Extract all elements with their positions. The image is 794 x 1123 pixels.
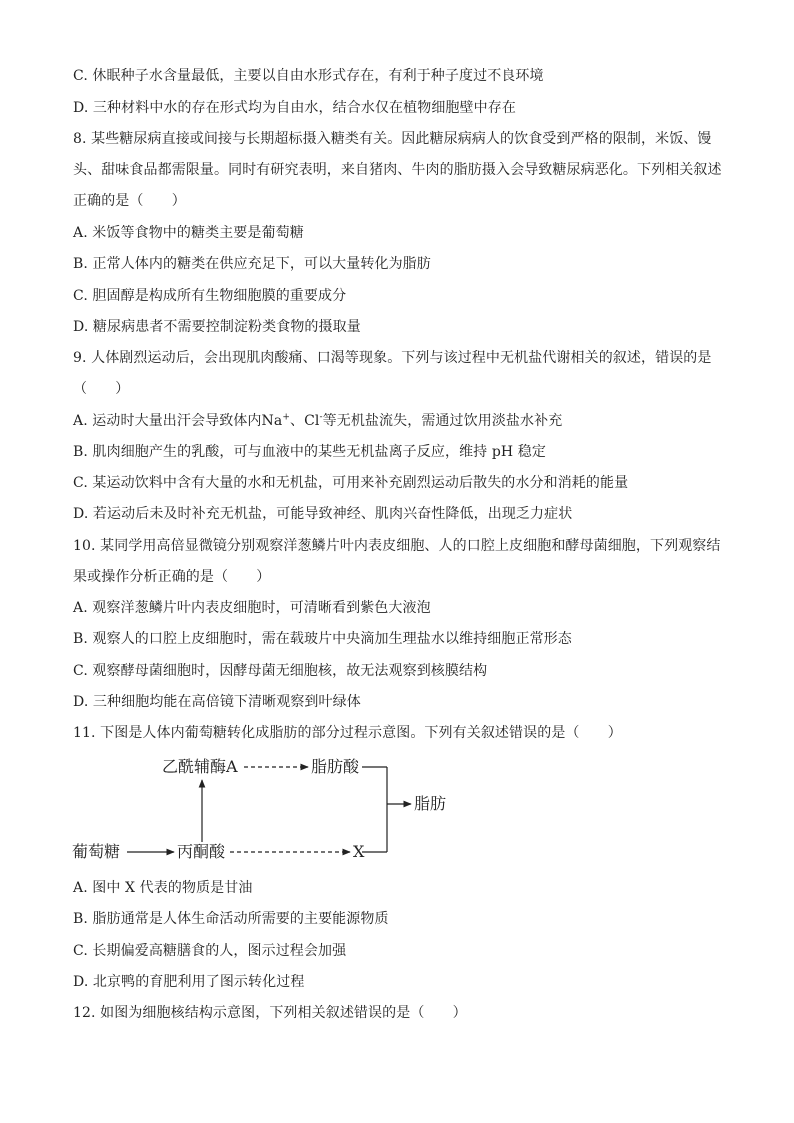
label-acetyl-coa: 乙酰辅酶A [162,757,238,776]
diagram-arrows [70,752,460,868]
label-fatty-acid: 脂肪酸 [311,757,360,776]
label-pyruvate: 丙酮酸 [177,842,226,861]
option-8d: D. 糖尿病患者不需要控制淀粉类食物的摄取量 [73,319,361,335]
sodium-charge: + [282,412,290,423]
question-9-line-2: （ ） [73,381,130,397]
question-12: 12. 如图为细胞核结构示意图，下列相关叙述错误的是（ ） [73,1005,467,1021]
option-9d: D. 若运动后未及时补充无机盐，可能导致神经、肌肉兴奋性降低，出现乏力症状 [73,506,573,522]
option-11c: C. 长期偏爱高糖膳食的人，图示过程会加强 [73,943,347,959]
option-9c: C. 某运动饮料中含有大量的水和无机盐，可用来补充剧烈运动后散失的水分和消耗的能量 [73,475,629,491]
option-10c: C. 观察酵母菌细胞时，因酵母菌无细胞核，故无法观察到核膜结构 [73,663,488,679]
option-8b: B. 正常人体内的糖类在供应充足下，可以大量转化为脂肪 [73,256,431,272]
option-11a: A. 图中 X 代表的物质是甘油 [73,880,253,896]
option-9b: B. 肌肉细胞产生的乳酸，可与血液中的某些无机盐离子反应，维持 pH 稳定 [73,444,546,460]
option-7c: C. 休眠种子水含量最低，主要以自由水形式存在，有利于种子度过不良环境 [73,68,544,84]
option-9a-pre: A. 运动时大量出汗会导致体内Na [73,413,283,429]
chloride-charge: - [319,412,323,423]
option-11b: B. 脂肪通常是人体生命活动所需要的主要能源物质 [73,911,389,927]
question-10-line-1: 10. 某同学用高倍显微镜分别观察洋葱鳞片叶内表皮细胞、人的口腔上皮细胞和酵母菌细胞，下列观察结 [73,538,721,554]
question-9-line-1: 9. 人体剧烈运动后，会出现肌肉酸痛、口渴等现象。下列与该过程中无机盐代谢相关的叙述，错误的是 [73,350,712,366]
label-fat: 脂肪 [414,794,447,813]
question-8-line-3: 正确的是（ ） [73,193,186,209]
option-9a-post: 等无机盐流失，需通过饮用淡盐水补充 [322,413,563,429]
option-8a: A. 米饭等食物中的糖类主要是葡萄糖 [73,225,304,241]
label-glucose: 葡萄糖 [72,842,121,861]
option-7d: D. 三种材料中水的存在形式均为自由水，结合水仅在植物细胞壁中存在 [73,100,516,116]
label-x: X [353,842,365,861]
question-11: 11. 下图是人体内葡萄糖转化成脂肪的部分过程示意图。下列有关叙述错误的是（ ） [73,725,622,741]
option-11d: D. 北京鸭的育肥利用了图示转化过程 [73,974,305,990]
option-10a: A. 观察洋葱鳞片叶内表皮细胞时，可清晰看到紫色大液泡 [73,600,431,616]
option-10d: D. 三种细胞均能在高倍镜下清晰观察到叶绿体 [73,694,361,710]
option-9a-mid: 、Cl [289,413,320,429]
option-10b: B. 观察人的口腔上皮细胞时，需在载玻片中央滴加生理盐水以维持细胞正常形态 [73,631,572,647]
option-9a [73,411,562,431]
option-8c: C. 胆固醇是构成所有生物细胞膜的重要成分 [73,288,347,304]
question-8-line-1: 8. 某些糖尿病直接或间接与长期超标摄入糖类有关。因此糖尿病病人的饮食受到严格的限制，米饭、馒 [73,131,712,147]
question-10-line-2: 果或操作分析正确的是（ ） [73,569,271,585]
glucose-to-fat-diagram [70,752,460,868]
question-8-line-2: 头、甜味食品都需限量。同时有研究表明，来自猪肉、牛肉的脂肪摄入会导致糖尿病恶化。下列相关叙述 [73,162,722,178]
